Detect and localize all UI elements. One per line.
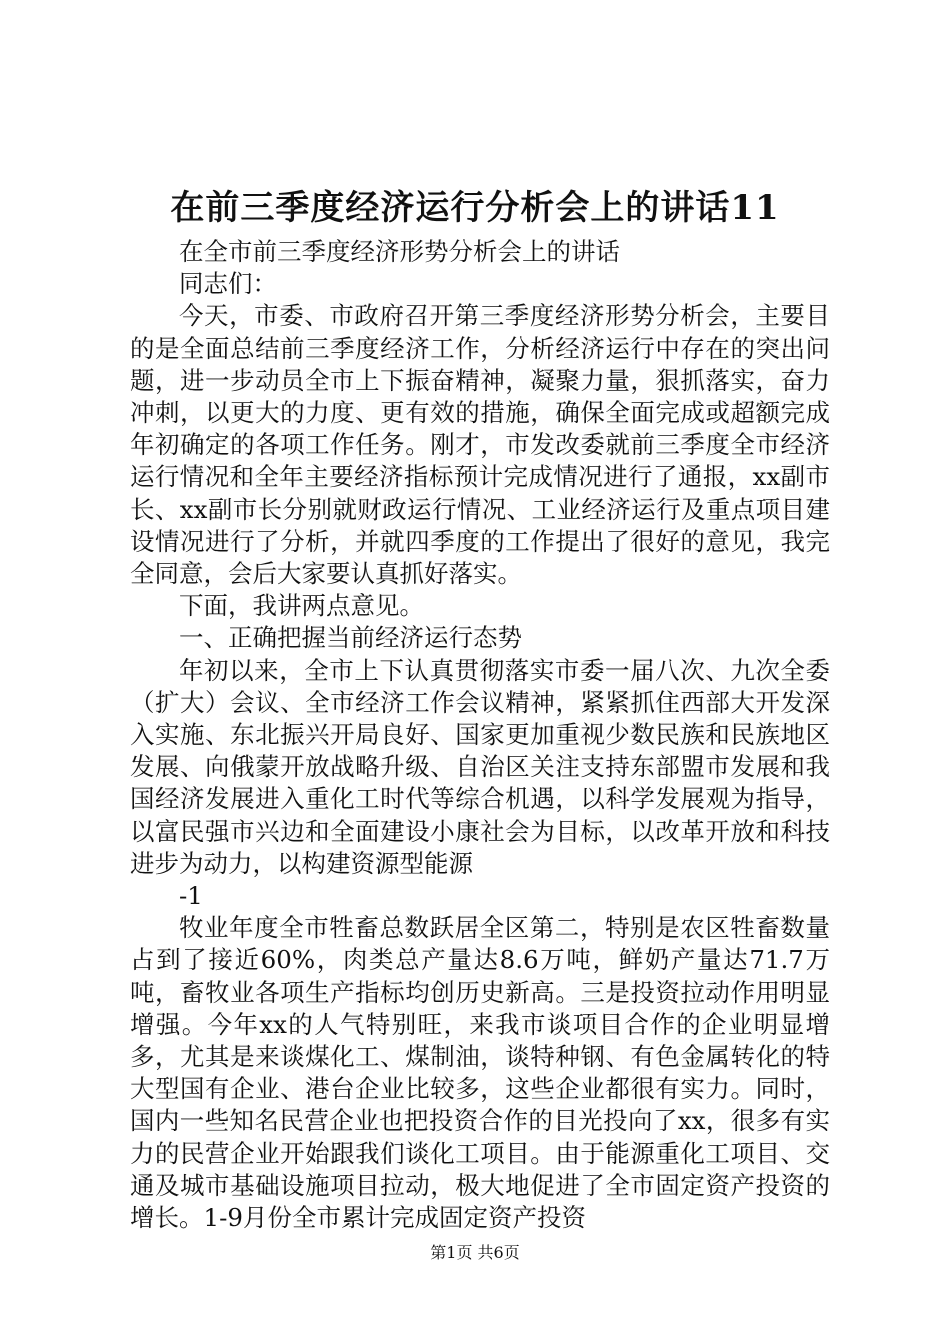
document-body <box>130 236 830 1234</box>
salutation: 同志们： <box>179 269 277 299</box>
section-heading-1: 一、正确把握当前经济运行态势 <box>179 623 522 653</box>
paragraph-context: 年初以来，全市上下认真贯彻落实市委一届八次、九次全委（扩大）会议、全市经济工作会议精神，紧紧抓住西部大开发深入实施、东北振兴开局良好、国家更加重视少数民族和民族地区发展、向俄蒙开放战略升级、自治区关注支持东部盟市发展和我国经济发展进入重化工时代等综合机遇，以科学发展观为指导，以富民强市兴边和全面建设小康社会为目标，以改革开放和科技进步为动力，以构建资源型能源 <box>130 655 830 878</box>
paragraph-opening: 今天，市委、市政府召开第三季度经济形势分析会，主要目的是全面总结前三季度经济工作，分析经济运行中存在的突出问题，进一步动员全市上下振奋精神，凝聚力量，狠抓落实，奋力冲刺，以更大的力度、更有效的措施，确保全面完成或超额完成年初确定的各项工作任务。刚才，市发改委就前三季度全市经济运行情况和全年主要经济指标预计完成情况进行了通报，xx副市长、xx副市长分别就财政运行情况、工业经济运行及重点项目建设情况进行了分析，并就四季度的工作提出了很好的意见，我完全同意，会后大家要认真抓好落实。 <box>130 301 830 589</box>
paragraph-livestock: 牧业年度全市牲畜总数跃居全区第二，特别是农区牲畜数量占到了接近60%，肉类总产量达8.6万吨，鲜奶产量达71.7万吨，畜牧业各项生产指标均创历史新高。三是投资拉动作用明显增强。今年xx的人气特别旺，来我市谈项目合作的企业明显增多，尤其是来谈煤化工、煤制油，谈特种钢、有色金属转化的特大型国有企业、港台企业比较多，这些企业都很有实力。同时，国内一些知名民营企业也把投资合作的目光投向了xx，很多有实力的民营企业开始跟我们谈化工项目。由于能源重化工项目、交通及城市基础设施项目拉动，极大地促进了全市固定资产投资的增长。1-9月份全市累计完成固定资产投资 <box>130 913 830 1233</box>
paragraph-transition: 下面，我讲两点意见。 <box>179 591 424 621</box>
page-footer: 第1页 共6页 <box>430 1243 520 1262</box>
speech-heading: 在全市前三季度经济形势分析会上的讲话 <box>179 237 620 266</box>
document-title: 在前三季度经济运行分析会上的讲话11 <box>170 188 780 228</box>
page-marker: -1 <box>179 881 203 911</box>
